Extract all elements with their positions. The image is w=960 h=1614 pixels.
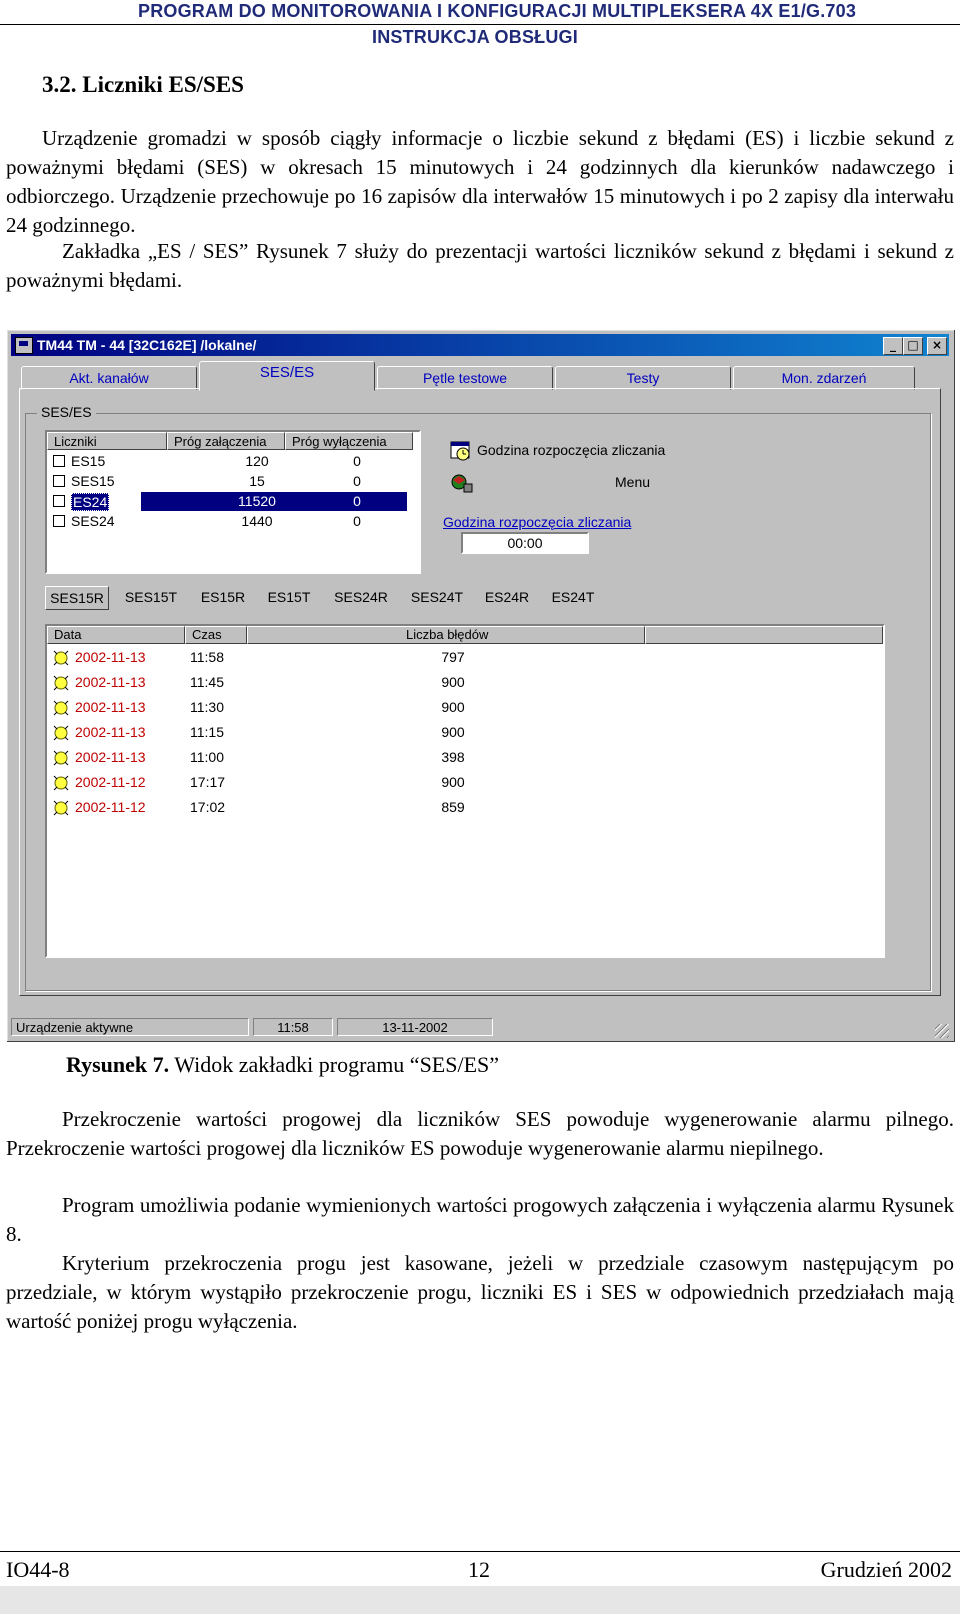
record-time: 11:45: [190, 674, 224, 690]
header-rule: [0, 24, 960, 25]
record-count: 797: [441, 649, 465, 665]
counter-row-ses15[interactable]: [47, 472, 407, 492]
section-title: 3.2. Liczniki ES/SES: [42, 72, 244, 97]
column-prog-wylaczenia[interactable]: Próg wyłączenia: [285, 432, 413, 450]
alarm-icon: [51, 748, 71, 768]
record-time: 11:00: [190, 749, 224, 765]
counter-name: ES24: [73, 494, 108, 510]
counter-off-threshold: 0: [353, 493, 361, 509]
column-czas[interactable]: Czas: [185, 626, 247, 644]
record-row[interactable]: [47, 771, 883, 796]
counter-name: SES15: [71, 473, 115, 489]
intro-paragraph-1: Urządzenie gromadzi w sposób ciągły informacje o liczbie sekund z błędami (ES) i liczbie sekund z poważnymi błędami (SES) w okresach 15 minutowych i 24 godzinnych dla kierunków nadawczego i odbiorczego. Urządzenie przechowuje po 16 zapisów dla interwałów 15 minutowych i po 2 zapisy dla interwału 24 godzinnego.: [6, 126, 954, 237]
record-time: 11:15: [190, 724, 224, 740]
counter-off-threshold: 0: [353, 513, 361, 529]
record-row[interactable]: [47, 721, 883, 746]
column-empty: [645, 626, 883, 644]
record-date: 2002-11-13: [75, 674, 146, 690]
record-date: 2002-11-13: [75, 724, 146, 740]
record-count: 398: [441, 749, 465, 765]
intro-paragraph-2: Zakładka „ES / SES” Rysunek 7 służy do prezentacji wartości liczników sekund z błędami i sekund z poważnymi błędami.: [6, 239, 954, 292]
subtab-es15t[interactable]: ES15T: [267, 589, 311, 605]
tab-mon-zdarzen[interactable]: Mon. zdarzeń: [733, 366, 915, 390]
record-date: 2002-11-12: [75, 799, 146, 815]
footer-band: [0, 1586, 960, 1614]
alarm-icon: [51, 723, 71, 743]
clock-icon[interactable]: [449, 438, 473, 462]
subtab-ses15t[interactable]: SES15T: [124, 589, 178, 605]
footer-doc-id: IO44-8: [6, 1557, 70, 1582]
record-count: 859: [441, 799, 465, 815]
menu-icon[interactable]: [449, 470, 475, 494]
checkbox[interactable]: [53, 475, 65, 487]
menu-label[interactable]: Menu: [615, 474, 651, 490]
header-title: PROGRAM DO MONITOROWANIA I KONFIGURACJI MULTIPLEKSERA 4X E1/G.703: [138, 1, 857, 21]
records-grid[interactable]: [45, 624, 885, 958]
footer-rule: [0, 1551, 960, 1552]
counter-on-threshold: 120: [245, 453, 269, 469]
column-liczniki[interactable]: Liczniki: [47, 432, 167, 450]
caption-text: Widok zakładki programu “SES/ES”: [169, 1052, 500, 1077]
record-count: 900: [441, 724, 465, 740]
figure-caption: [66, 1052, 499, 1078]
window-title: TM44 TM - 44 [32C162E] /lokalne/: [37, 337, 257, 353]
tab-akt-kanalow[interactable]: Akt. kanałów: [21, 366, 197, 390]
subtab-ses24r[interactable]: SES24R: [334, 589, 388, 605]
status-time: 11:58: [253, 1018, 333, 1036]
tab-testy[interactable]: Testy: [555, 366, 731, 390]
record-row[interactable]: [47, 671, 883, 696]
counter-row-es15[interactable]: [47, 452, 407, 472]
record-date: 2002-11-13: [75, 649, 146, 665]
record-time: 17:17: [190, 774, 226, 790]
record-row[interactable]: [47, 746, 883, 771]
body-paragraph-2: Program umożliwia podanie wymienionych wartości progowych załączenia i wyłączenia alarmu Rysunek 8.: [6, 1193, 954, 1246]
checkbox[interactable]: [53, 495, 65, 507]
column-liczba-bledow[interactable]: Liczba błędów: [247, 626, 645, 644]
alarm-icon: [51, 798, 71, 818]
record-date: 2002-11-12: [75, 774, 146, 790]
caption-label: Rysunek 7.: [66, 1052, 170, 1077]
counter-on-threshold: 15: [249, 473, 265, 489]
alarm-icon: [51, 648, 71, 668]
counter-row-ses24[interactable]: [47, 512, 407, 532]
resize-grip[interactable]: [935, 1024, 949, 1038]
start-time-link[interactable]: Godzina rozpoczęcia zliczania: [443, 514, 632, 530]
counter-on-threshold: 11520: [238, 493, 276, 509]
footer-date: Grudzień 2002: [820, 1557, 952, 1582]
app-icon: [15, 337, 33, 354]
record-row[interactable]: [47, 696, 883, 721]
header-subtitle: INSTRUKCJA OBSŁUGI: [372, 27, 578, 47]
column-prog-zalaczenia[interactable]: Próg załączenia: [167, 432, 285, 450]
subtab-es24t[interactable]: ES24T: [551, 589, 595, 605]
counters-list[interactable]: [45, 430, 421, 574]
checkbox[interactable]: [53, 515, 65, 527]
counter-on-threshold: 1440: [241, 513, 273, 529]
record-count: 900: [441, 774, 465, 790]
alarm-icon: [51, 773, 71, 793]
body-paragraph-3: Kryterium przekroczenia progu jest kasowane, jeżeli w przedziale czasowym następującym po przedziale, w którym wystąpiło przekroczenie progu, liczniki ES i SES w odpowiednich przedziałach mają wartość poniżej progu wyłączenia.: [6, 1251, 954, 1333]
subtab-ses15r[interactable]: SES15R: [45, 586, 109, 610]
counter-off-threshold: 0: [353, 453, 361, 469]
status-device: Urządzenie aktywne: [11, 1018, 249, 1036]
record-time: 11:58: [190, 649, 224, 665]
alarm-icon: [51, 673, 71, 693]
start-time-input[interactable]: 00:00: [461, 532, 589, 554]
alarm-icon: [51, 698, 71, 718]
column-data[interactable]: Data: [47, 626, 185, 644]
record-row[interactable]: [47, 796, 883, 821]
subtab-ses24t[interactable]: SES24T: [410, 589, 464, 605]
record-count: 900: [441, 699, 465, 715]
maximize-button[interactable]: □: [903, 337, 923, 355]
tab-petle-testowe[interactable]: Pętle testowe: [377, 366, 553, 390]
record-date: 2002-11-13: [75, 749, 146, 765]
record-time: 11:30: [190, 699, 224, 715]
minimize-button[interactable]: _: [883, 337, 903, 355]
body-paragraph-1: Przekroczenie wartości progowej dla liczników SES powoduje wygenerowanie alarmu pilnego. Przekroczenie wartości progowej dla liczników ES powoduje wygenerowanie alarmu niepilnego.: [6, 1107, 954, 1160]
status-date: 13-11-2002: [337, 1018, 493, 1036]
checkbox[interactable]: [53, 455, 65, 467]
start-time-label: Godzina rozpoczęcia zliczania: [477, 442, 666, 458]
counter-name: SES24: [71, 513, 115, 529]
status-bar: [11, 1018, 949, 1038]
subtab-es24r[interactable]: ES24R: [484, 589, 530, 605]
close-button[interactable]: ×: [927, 337, 947, 355]
record-row[interactable]: [47, 646, 883, 671]
app-window: [6, 329, 956, 1043]
group-label: SES/ES: [37, 404, 96, 420]
record-time: 17:02: [190, 799, 226, 815]
subtab-es15r[interactable]: ES15R: [200, 589, 246, 605]
counter-off-threshold: 0: [353, 473, 361, 489]
counter-name: ES15: [71, 453, 106, 469]
footer-page-number: 12: [468, 1557, 490, 1582]
record-count: 900: [441, 674, 465, 690]
counter-row-es24[interactable]: [47, 492, 407, 512]
title-bar[interactable]: [11, 334, 949, 356]
record-date: 2002-11-13: [75, 699, 146, 715]
tab-ses-es[interactable]: SES/ES: [199, 361, 375, 391]
